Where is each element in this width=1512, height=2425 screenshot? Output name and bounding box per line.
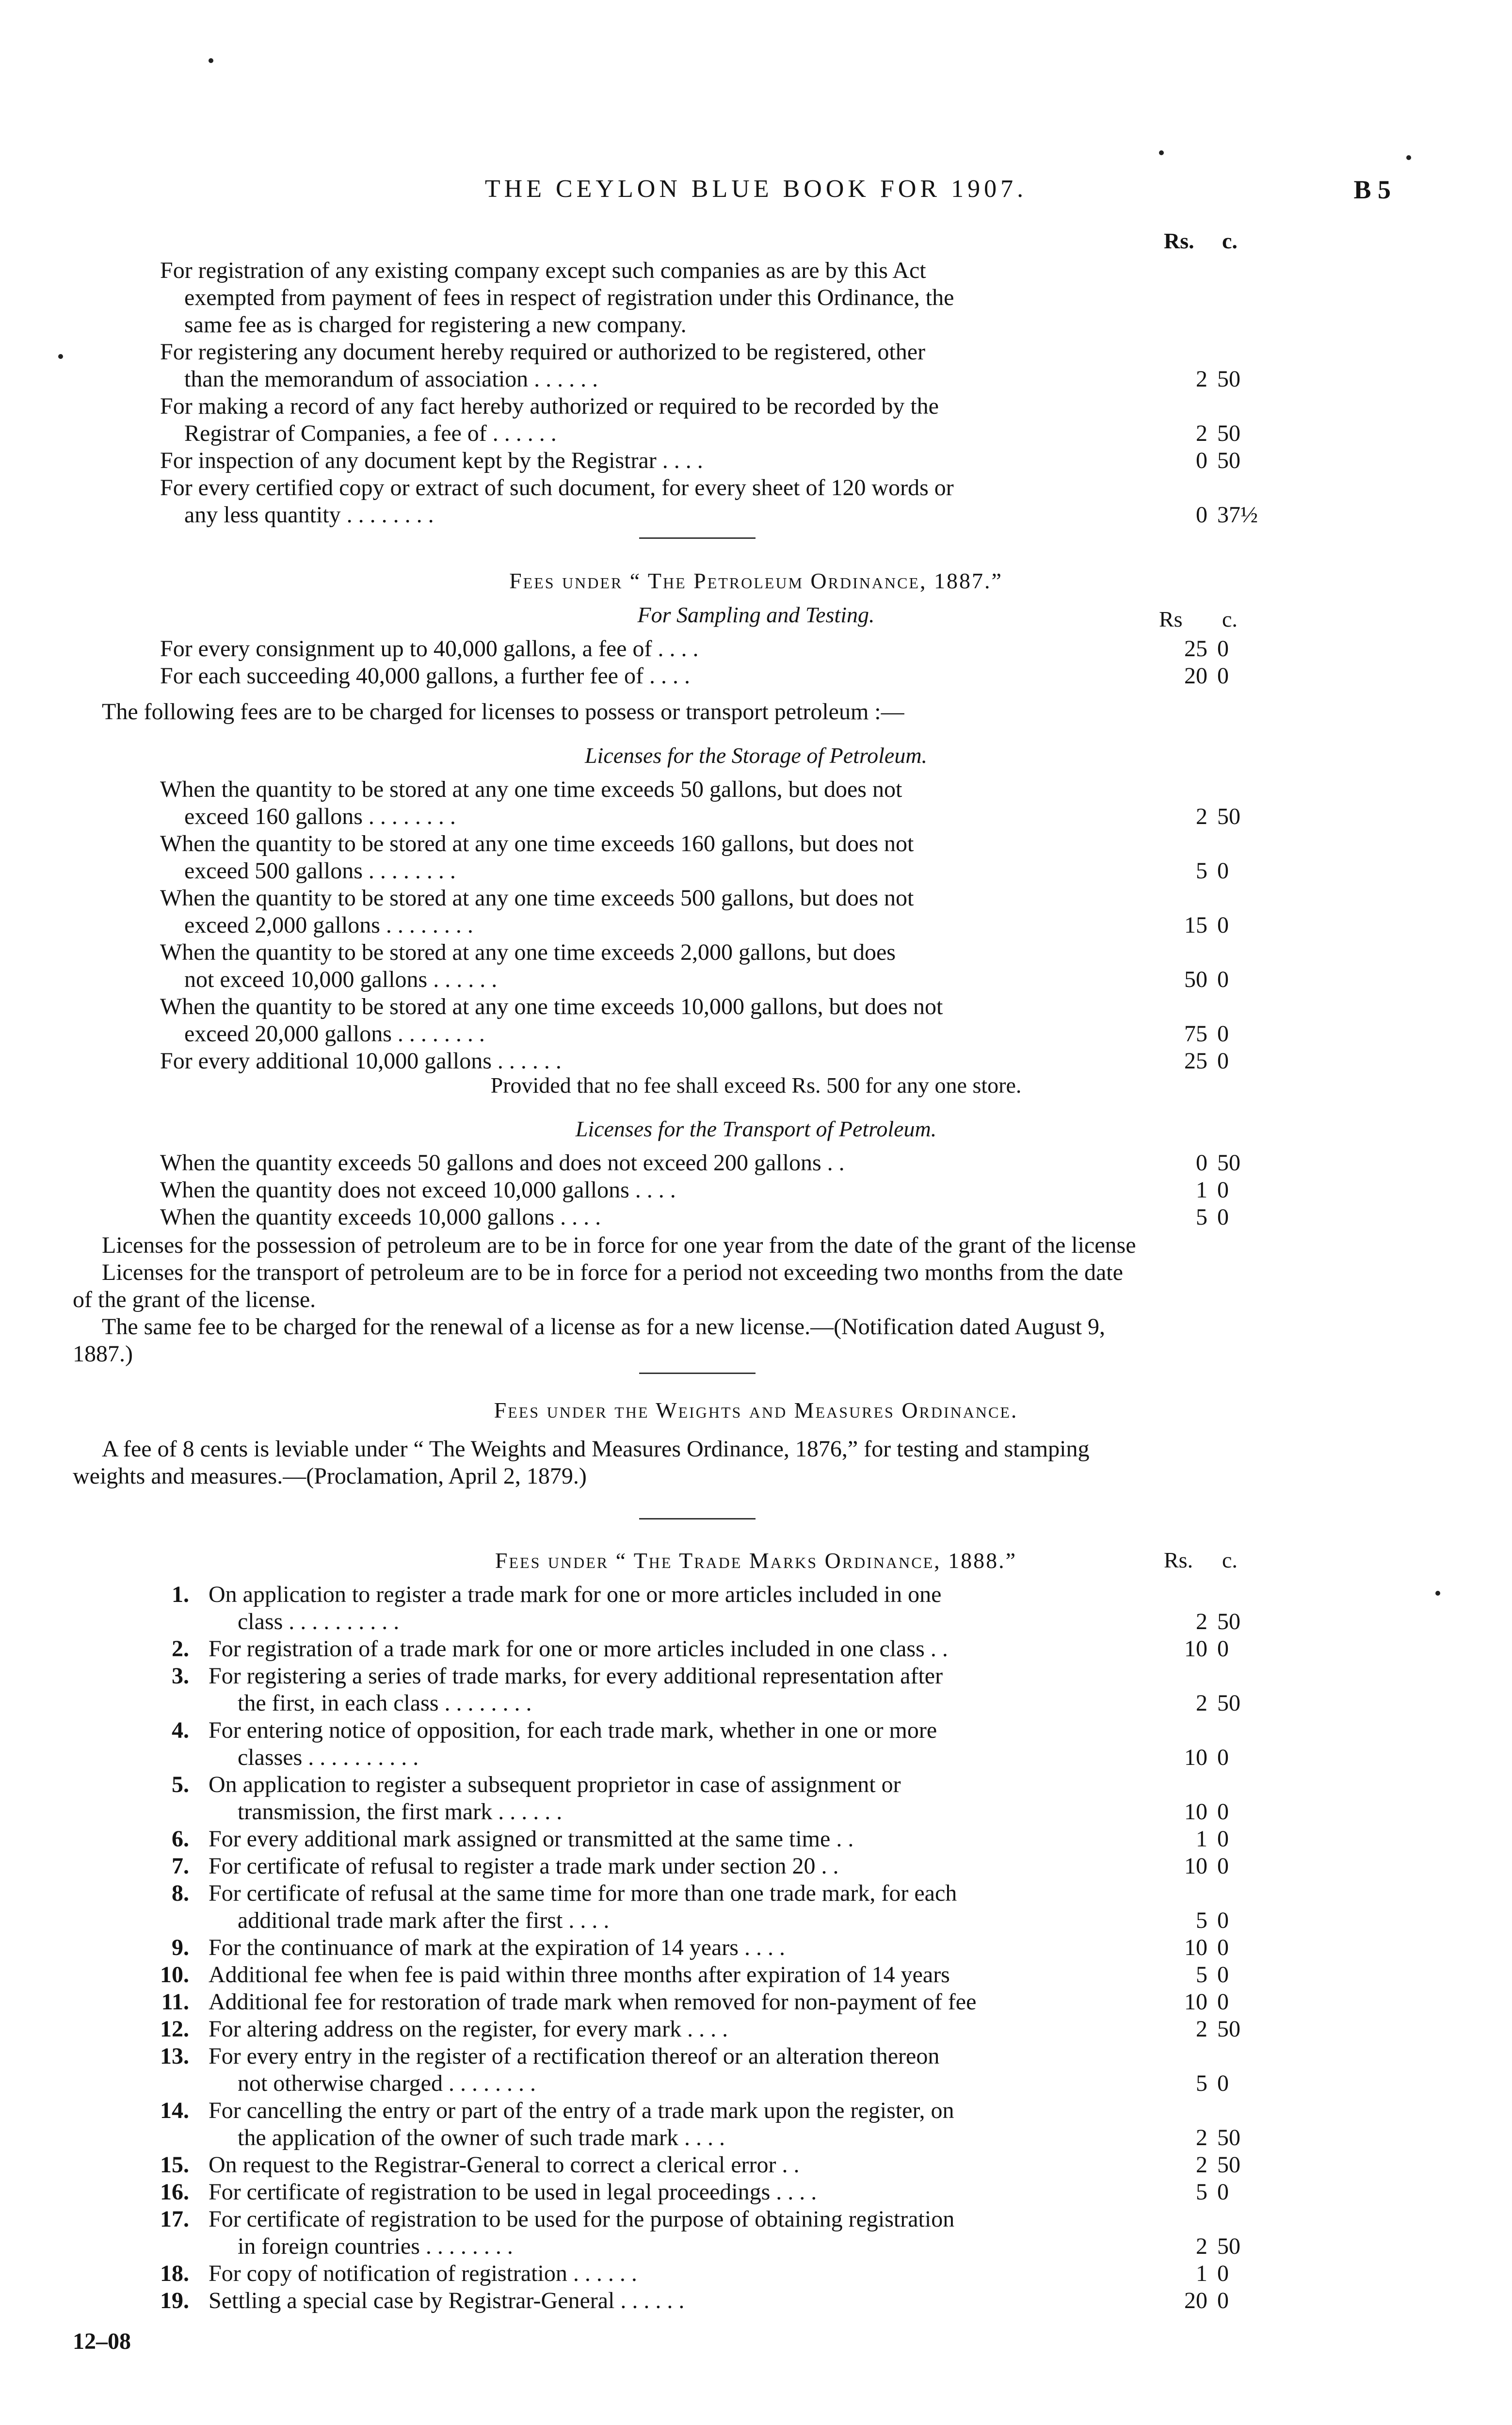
fee-rupees: 25 [1184,636,1207,662]
sampling-col-rs: Rs [1159,607,1183,631]
fee-description: For altering address on the register, for every mark . . . . [209,2016,728,2042]
fee-cents: 50 [1217,448,1240,473]
fee-row [0,1581,1512,1608]
fee-rupees: 10 [1184,1853,1207,1879]
weights-line: weights and measures.—(Proclamation, April 2, 1879.) [73,1463,587,1489]
item-number: 2. [172,1636,189,1662]
col-head-rs: Rs. [1164,228,1194,253]
fee-row [0,885,1512,912]
fee-row [0,1690,1512,1717]
fee-rupees: 20 [1184,663,1207,689]
fee-description: For inspection of any document kept by the Registrar . . . . [160,448,703,473]
note-line: of the grant of the license. [73,1287,316,1312]
fee-row [0,1880,1512,1907]
fee-rupees: 10 [1184,1935,1207,1960]
fee-description: For certificate of registration to be used in legal proceedings . . . . [209,2179,817,2205]
scan-speck [1159,150,1164,155]
fee-row [0,1907,1512,1934]
fee-row [0,501,1512,529]
fee-row [0,2260,1512,2287]
fee-cents: 0 [1217,1935,1229,1960]
fee-rupees: 0 [1196,448,1207,473]
item-number: 6. [172,1826,189,1852]
fee-row [0,1149,1512,1177]
fee-cents: 37½ [1217,502,1258,528]
companies-fees-section [0,257,1512,529]
note-line: 1887.) [73,1341,133,1367]
fee-description: classes . . . . . . . . . . [238,1745,419,1770]
fee-row [0,393,1512,420]
fee-row [0,966,1512,993]
fee-description: When the quantity to be stored at any one time exceeds 10,000 gallons, but does not [160,994,943,1019]
fee-cents: 0 [1217,1853,1229,1879]
storage-subheading: Licenses for the Storage of Petroleum. [584,743,928,768]
fee-description: For cancelling the entry or part of the entry of a trade mark upon the register, on [209,2098,954,2123]
note-line: The same fee to be charged for the renewal of a license as for a new license.—(Notification dated August 9, [102,1314,1105,1340]
fee-rupees: 2 [1196,2152,1207,2178]
fee-rupees: 5 [1196,1962,1207,1988]
fee-description: exceed 2,000 gallons . . . . . . . . [184,912,473,938]
fee-row [0,284,1512,311]
fee-cents: 50 [1217,804,1240,829]
fee-rupees: 10 [1184,1989,1207,2015]
fee-description: On application to register a subsequent proprietor in case of assignment or [209,1772,901,1797]
item-number: 9. [172,1935,189,1960]
item-number: 7. [172,1853,189,1879]
fee-description: For certificate of registration to be used for the purpose of obtaining registration [209,2206,955,2232]
fee-rupees: 2 [1196,1609,1207,1634]
fee-row [0,1608,1512,1635]
storage-proviso: Provided that no fee shall exceed Rs. 500 for any one store. [490,1073,1022,1098]
petroleum-heading: Fees under “ The Petroleum Ordinance, 1887.” [509,568,1003,593]
fee-row [0,2070,1512,2097]
fee-row [0,635,1512,663]
fee-rupees: 2 [1196,2125,1207,2150]
fee-rupees: 0 [1196,1150,1207,1176]
fee-rupees: 0 [1196,502,1207,528]
fee-description: For the continuance of mark at the expiration of 14 years . . . . [209,1935,785,1960]
item-number: 17. [160,2206,189,2232]
scan-speck [1406,155,1411,160]
fee-cents: 0 [1217,1636,1229,1662]
fee-description: For certificate of refusal to register a trade mark under section 20 . . [209,1853,839,1879]
fee-row [0,1934,1512,1961]
fee-description: Registrar of Companies, a fee of . . . . . . [184,420,557,446]
fee-rupees: 2 [1196,1690,1207,1716]
weights-line: A fee of 8 cents is leviable under “ The Weights and Measures Ordinance, 1876,” for testing and stamping [102,1436,1090,1462]
fee-description: Additional fee for restoration of trade mark when removed for non-payment of fee [209,1989,977,2015]
fee-description: For every additional mark assigned or transmitted at the same time . . [209,1826,854,1852]
petroleum-intro: The following fees are to be charged for licenses to possess or transport petroleum :— [102,699,904,725]
fee-cents: 0 [1217,636,1229,662]
item-number: 13. [160,2043,189,2069]
fee-description: For certificate of refusal at the same time for more than one trade mark, for each [209,1880,957,1906]
fee-row [0,939,1512,966]
fee-description: For registration of any existing company except such companies as are by this Act [160,258,926,283]
fee-rupees: 5 [1196,858,1207,884]
fee-description: not otherwise charged . . . . . . . . [238,2070,536,2096]
fee-description: On request to the Registrar-General to correct a clerical error . . [209,2152,800,2178]
fee-description: Additional fee when fee is paid within three months after expiration of 14 years [209,1962,950,1988]
fee-description: For registering any document hereby required or authorized to be registered, other [160,339,926,365]
signature-mark: 12–08 [73,2328,131,2354]
fee-cents: 0 [1217,2070,1229,2096]
fee-cents: 0 [1217,1908,1229,1933]
item-number: 18. [160,2261,189,2286]
fee-cents: 0 [1217,2288,1229,2313]
fee-description: For registration of a trade mark for one or more articles included in one class . . [209,1636,948,1662]
note-line: Licenses for the transport of petroleum are to be in force for a period not exceeding two months from the date [102,1260,1123,1285]
fee-row [0,993,1512,1020]
weights-heading: Fees under the Weights and Measures Ordinance. [494,1398,1018,1423]
fee-rupees: 5 [1196,1908,1207,1933]
fee-rupees: 5 [1196,2070,1207,2096]
item-number: 4. [172,1717,189,1743]
fee-description: exceed 160 gallons . . . . . . . . [184,804,456,829]
fee-cents: 50 [1217,2016,1240,2042]
fee-row [0,2151,1512,2179]
scan-speck [209,58,213,63]
fee-description: For registering a series of trade marks, for every additional representation after [209,1663,943,1689]
fee-description: exceed 20,000 gallons . . . . . . . . [184,1021,485,1047]
trademarks-heading: Fees under “ The Trade Marks Ordinance, 1888.” [495,1548,1017,1573]
item-number: 10. [160,1962,189,1988]
fee-description: exceed 500 gallons . . . . . . . . [184,858,456,884]
fee-row [0,1988,1512,2016]
fee-description: the application of the owner of such trade mark . . . . [238,2125,725,2150]
fee-description: class . . . . . . . . . . [238,1609,400,1634]
fee-row [0,474,1512,501]
fee-rupees: 10 [1184,1799,1207,1825]
fee-rupees: 50 [1184,967,1207,992]
fee-row [0,1048,1512,1075]
section-rule [639,1518,756,1520]
item-number: 16. [160,2179,189,2205]
fee-row [0,912,1512,939]
item-number: 12. [160,2016,189,2042]
fee-row [0,2124,1512,2151]
fee-description: When the quantity to be stored at any one time exceeds 2,000 gallons, but does [160,939,896,965]
fee-row [0,2206,1512,2233]
fee-rupees: 2 [1196,2016,1207,2042]
fee-description: For making a record of any fact hereby authorized or required to be recorded by the [160,393,939,419]
fee-description: than the memorandum of association . . . . . . [184,366,598,392]
page-header-ref: B 5 [1353,175,1391,204]
fee-rupees: 5 [1196,2179,1207,2205]
fee-rupees: 15 [1184,912,1207,938]
fee-row [0,2097,1512,2124]
fee-rupees: 75 [1184,1021,1207,1047]
trademarks-col-rs: Rs. [1164,1548,1193,1572]
fee-row [0,663,1512,690]
fee-description: For every additional 10,000 gallons . . . . . . [160,1048,562,1074]
fee-cents: 50 [1217,1609,1240,1634]
fee-cents: 0 [1217,663,1229,689]
fee-description: any less quantity . . . . . . . . [184,502,434,528]
fee-description: When the quantity does not exceed 10,000 gallons . . . . [160,1177,676,1203]
fee-rupees: 1 [1196,1826,1207,1852]
fee-row [0,339,1512,366]
trademarks-col-c: c. [1222,1548,1238,1572]
fee-row [0,803,1512,830]
fee-cents: 0 [1217,1989,1229,2015]
item-number: 3. [172,1663,189,1689]
fee-cents: 0 [1217,1826,1229,1852]
fee-description: not exceed 10,000 gallons . . . . . . [184,967,498,992]
fee-row [0,1798,1512,1826]
fee-description: For entering notice of opposition, for each trade mark, whether in one or more [209,1717,937,1743]
fee-description: exempted from payment of fees in respect of registration under this Ordinance, the [184,285,954,310]
page-header-title: THE CEYLON BLUE BOOK FOR 1907. [484,175,1028,203]
fee-description: For copy of notification of registration . . . . . . [209,2261,637,2286]
fee-description: For every consignment up to 40,000 gallons, a fee of . . . . [160,636,699,662]
fee-row [0,2287,1512,2314]
fee-cents: 0 [1217,1048,1229,1074]
item-number: 15. [160,2152,189,2178]
fee-rupees: 2 [1196,804,1207,829]
transport-fees [0,1149,1512,1231]
fee-rupees: 5 [1196,1204,1207,1230]
fee-rupees: 10 [1184,1745,1207,1770]
fee-cents: 50 [1217,2233,1240,2259]
fee-cents: 0 [1217,1962,1229,1988]
fee-rupees: 25 [1184,1048,1207,1074]
fee-cents: 50 [1217,366,1240,392]
fee-cents: 50 [1217,2125,1240,2150]
fee-cents: 50 [1217,420,1240,446]
fee-cents: 0 [1217,967,1229,992]
fee-row [0,311,1512,339]
item-number: 19. [160,2288,189,2313]
fee-rupees: 1 [1196,1177,1207,1203]
fee-description: For every certified copy or extract of such document, for every sheet of 120 words or [160,475,954,501]
fee-row [0,420,1512,447]
fee-description: transmission, the first mark . . . . . . [238,1799,563,1825]
fee-description: same fee as is charged for registering a new company. [184,312,687,338]
fee-row [0,257,1512,284]
fee-cents: 0 [1217,1177,1229,1203]
fee-cents: 50 [1217,1690,1240,1716]
fee-row [0,830,1512,857]
fee-row [0,2043,1512,2070]
fee-row [0,2179,1512,2206]
item-number: 8. [172,1880,189,1906]
trademarks-fees [0,1581,1512,2314]
fee-row [0,1663,1512,1690]
col-head-c: c. [1222,228,1238,253]
fee-description: When the quantity to be stored at any one time exceeds 160 gallons, but does not [160,831,914,857]
fee-cents: 50 [1217,1150,1240,1176]
fee-rupees: 2 [1196,2233,1207,2259]
sampling-subheading: For Sampling and Testing. [637,602,875,627]
weights-text [73,1436,1353,1490]
fee-row [0,366,1512,393]
fee-cents: 0 [1217,912,1229,938]
fee-row [0,2016,1512,2043]
storage-fees [0,776,1512,1075]
sampling-col-c: c. [1222,607,1238,631]
fee-row [0,1853,1512,1880]
fee-description: in foreign countries . . . . . . . . [238,2233,513,2259]
section-rule [639,537,756,539]
fee-row [0,1177,1512,1204]
note-line: Licenses for the possession of petroleum are to be in force for one year from the date of the grant of the license [102,1232,1136,1258]
fee-row [0,1717,1512,1744]
petroleum-notes [73,1232,1353,1368]
fee-description: the first, in each class . . . . . . . . [238,1690,532,1716]
item-number: 14. [160,2098,189,2123]
fee-row [0,1826,1512,1853]
fee-row [0,1635,1512,1663]
section-rule [639,1373,756,1374]
fee-cents: 0 [1217,858,1229,884]
fee-rupees: 1 [1196,2261,1207,2286]
fee-cents: 0 [1217,2261,1229,2286]
fee-description: additional trade mark after the first . . . . [238,1908,610,1933]
fee-row [0,1771,1512,1798]
fee-description: When the quantity exceeds 10,000 gallons . . . . [160,1204,601,1230]
fee-rupees: 2 [1196,366,1207,392]
fee-row [0,1744,1512,1771]
fee-description: When the quantity to be stored at any one time exceeds 500 gallons, but does not [160,885,914,911]
fee-cents: 0 [1217,1204,1229,1230]
fee-rupees: 10 [1184,1636,1207,1662]
fee-row [0,447,1512,474]
fee-row [0,1020,1512,1048]
fee-row [0,2233,1512,2260]
fee-description: When the quantity to be stored at any one time exceeds 50 gallons, but does not [160,776,902,802]
fee-description: Settling a special case by Registrar-General . . . . . . [209,2288,685,2313]
item-number: 11. [161,1989,189,2015]
fee-cents: 0 [1217,1745,1229,1770]
transport-subheading: Licenses for the Transport of Petroleum. [575,1116,937,1141]
sampling-fees [0,635,1512,690]
item-number: 1. [172,1582,189,1607]
fee-description: For every entry in the register of a rectification thereof or an alteration thereon [209,2043,940,2069]
fee-row [0,857,1512,885]
fee-row [0,1204,1512,1231]
fee-rupees: 2 [1196,420,1207,446]
fee-description: For each succeeding 40,000 gallons, a further fee of . . . . [160,663,690,689]
fee-description: On application to register a trade mark for one or more articles included in one [209,1582,942,1607]
fee-row [0,776,1512,803]
fee-cents: 0 [1217,2179,1229,2205]
fee-description: When the quantity exceeds 50 gallons and does not exceed 200 gallons . . [160,1150,845,1176]
item-number: 5. [172,1772,189,1797]
fee-row [0,1961,1512,1988]
fee-cents: 0 [1217,1799,1229,1825]
fee-rupees: 20 [1184,2288,1207,2313]
fee-cents: 0 [1217,1021,1229,1047]
fee-cents: 50 [1217,2152,1240,2178]
